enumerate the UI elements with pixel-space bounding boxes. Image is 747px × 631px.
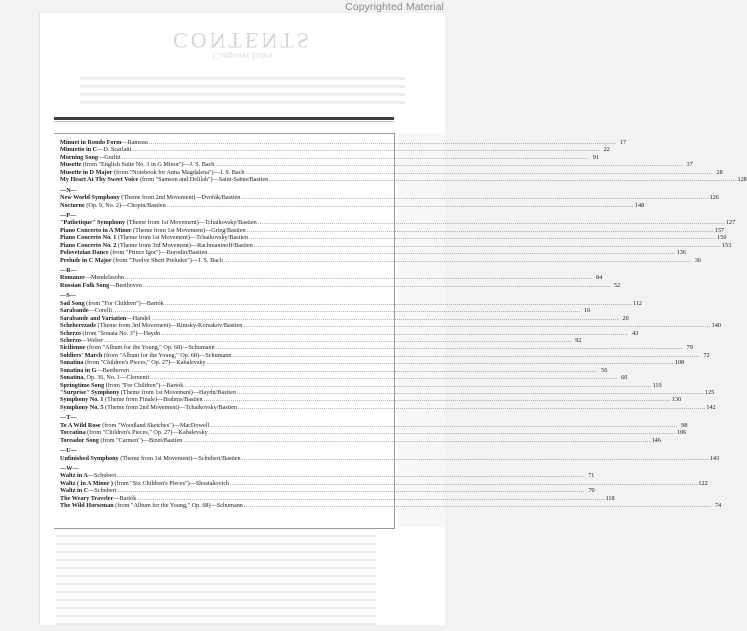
entry-detail: —Beethoven — [109, 281, 142, 289]
page-number: 43 — [632, 329, 639, 337]
toc-entry — [60, 226, 725, 234]
page-number: 91 — [592, 153, 599, 161]
entry-text — [60, 322, 242, 329]
entry-text — [60, 282, 142, 289]
toc-entry — [60, 307, 591, 315]
toc-entry — [60, 299, 643, 307]
entry-title: Sonatina — [60, 359, 84, 367]
entry-text — [60, 169, 244, 176]
entry-detail: (Theme from 2nd Movement)—Dvořák/Bastien — [119, 194, 241, 202]
toc-entry — [60, 472, 595, 480]
entry-detail: (Theme from 1st Movement)—Grieg/Bastien — [131, 226, 246, 234]
entry-text — [60, 146, 132, 153]
entry-title: Sarabande and Variation — [60, 314, 127, 322]
dot-leader — [269, 176, 736, 183]
entry-title: Polovetzian Dance — [60, 249, 109, 257]
toc-entry — [60, 153, 599, 161]
entry-title: Nocturne — [60, 201, 85, 209]
entry-title: To A Wild Rose — [60, 421, 101, 429]
entry-detail: (Theme from 3rd Movement)—Rachmaninoff/Bastien — [116, 241, 253, 249]
dot-leader — [243, 322, 710, 329]
entry-text — [60, 487, 116, 494]
entry-text — [60, 480, 229, 487]
entry-detail: —Corelli — [88, 307, 112, 315]
page-number: 148 — [634, 201, 645, 209]
entry-text — [60, 422, 209, 429]
entry-title: Soldiers' March — [60, 351, 103, 359]
entry-text — [60, 234, 248, 241]
dot-leader — [184, 382, 651, 389]
entry-title: Minuetto in C — [60, 146, 98, 154]
page-number: 150 — [717, 234, 727, 242]
page-number: 98 — [681, 421, 688, 429]
bleed-through-title: CONTENTS — [173, 28, 312, 53]
dot-leader — [215, 161, 682, 168]
entry-detail: (from "Children's Pieces," Op. 27)—Kabalevsky — [85, 429, 208, 437]
dot-leader — [258, 219, 725, 226]
entry-title: Scheherezade — [60, 322, 96, 330]
toc-entry — [60, 396, 682, 404]
dot-leader — [254, 242, 721, 249]
dot-leader — [244, 502, 711, 509]
entry-detail: —Beethoven — [96, 366, 130, 374]
page-number: 118 — [605, 494, 615, 502]
entry-detail: (from "Prince Igor")—Borodin/Bastien — [108, 249, 208, 257]
entry-text — [60, 139, 148, 146]
dot-leader — [122, 154, 589, 161]
page-number: 74 — [714, 502, 722, 510]
dot-leader — [161, 330, 628, 337]
bleed-through-lines — [80, 77, 405, 109]
page-number: 108 — [674, 359, 685, 367]
entry-detail: —Handel — [126, 314, 151, 322]
entry-text — [60, 359, 206, 366]
page-number: 92 — [575, 336, 582, 344]
entry-text — [60, 315, 150, 322]
page-number: 126 — [709, 194, 719, 202]
entry-title: Sonatina in G — [60, 366, 97, 374]
entry-text — [60, 161, 214, 168]
toc-entry — [60, 494, 615, 502]
page-number: 17 — [619, 139, 627, 146]
entry-text — [60, 352, 231, 359]
book-page — [40, 13, 747, 625]
entry-text — [60, 367, 129, 374]
toc-entry — [60, 351, 710, 359]
page-number: 28 — [716, 168, 723, 176]
page-number: 122 — [698, 479, 708, 487]
page-number: 22 — [603, 146, 610, 154]
entry-detail: —Mendelssohn — [84, 274, 124, 282]
entry-title: Waltz in A — [60, 472, 88, 480]
copyright-watermark: Copyrighted Material — [345, 1, 444, 13]
entry-text — [60, 382, 183, 389]
dot-leader — [224, 257, 691, 264]
entry-title: Springtime Song — [60, 381, 105, 389]
entry-title: Symphony No. 5 — [60, 403, 104, 411]
dot-leader — [149, 139, 616, 146]
dot-leader — [151, 315, 618, 322]
page-number: 119 — [652, 381, 662, 389]
bleed-through-subtitle: Composer Index — [212, 51, 273, 61]
dot-leader — [232, 352, 699, 359]
page-number: 143 — [709, 454, 720, 462]
entry-text — [60, 455, 241, 462]
entry-text — [60, 389, 236, 396]
entry-detail: (Theme from 1st Movement)—Schubert/Bastien — [118, 454, 241, 462]
section-letter: —N— — [60, 186, 77, 194]
entry-title: Musette — [60, 161, 82, 169]
page-number: 112 — [632, 299, 643, 307]
entry-title: Waltz in C — [60, 487, 89, 495]
page-number: 72 — [703, 351, 710, 359]
entry-text — [60, 344, 215, 351]
entry-detail: (from "Carmen")—Bizet/Bastien — [98, 436, 183, 444]
entry-title: New World Symphony — [60, 194, 120, 202]
entry-text — [60, 330, 160, 337]
entry-detail: —Rameau — [121, 139, 148, 146]
entry-text — [60, 202, 166, 209]
entry-title: The Weary Traveler — [60, 494, 114, 502]
dot-leader — [117, 472, 584, 479]
dot-leader — [209, 429, 676, 436]
entry-title: Morning Song — [60, 153, 98, 161]
entry-title: Toreador Song — [60, 436, 99, 444]
dot-leader — [230, 480, 697, 487]
page-number: 56 — [601, 366, 608, 374]
entry-detail: (Theme from 2nd Movement)—Tchaikovsky/Bastien — [103, 403, 238, 411]
entry-text — [60, 374, 149, 381]
dot-leader — [207, 359, 674, 366]
entry-text — [60, 429, 208, 436]
page-number: 52 — [613, 281, 621, 289]
toc-entry — [60, 479, 708, 487]
entry-text — [60, 502, 243, 509]
page-number: 127 — [725, 219, 736, 227]
page-number: 70 — [588, 487, 595, 495]
entry-text — [60, 472, 116, 479]
entry-title: Unfinished Symphony — [60, 454, 119, 462]
entry-title: Waltz ( in A Minor ) — [60, 479, 113, 487]
toc-entry — [60, 381, 662, 389]
entry-detail: (from "Woodland Sketches")—MacDowell — [100, 421, 210, 429]
dot-leader — [137, 495, 604, 502]
dot-leader — [216, 344, 683, 351]
toc-entry — [60, 146, 610, 154]
entry-detail: (Theme from 1st Movement)—Haydn/Bastien — [119, 389, 236, 396]
entry-text — [60, 337, 103, 344]
entry-detail: (Op. 9, No. 2)—Chopin/Bastien — [84, 201, 166, 209]
entry-title: Piano Concerto No. 2 — [60, 241, 117, 249]
header-rule — [54, 117, 394, 120]
toc-entry — [60, 314, 629, 322]
page-number: 136 — [676, 249, 686, 257]
entry-title: The Wild Horseman — [60, 502, 114, 510]
entry-text — [60, 274, 124, 281]
dot-leader — [183, 437, 650, 444]
entry-text — [60, 249, 207, 256]
page-number: 71 — [588, 472, 595, 480]
section-letter: —R— — [60, 267, 77, 274]
toc-entry — [60, 219, 736, 227]
entry-text — [60, 257, 223, 264]
entry-detail: (from "For Children")—Bartók — [104, 381, 184, 389]
entry-detail: (from "Notebook for Anna Magdalena")—J. S. Bach — [112, 168, 245, 176]
dot-leader — [165, 300, 632, 307]
entry-detail: (from "Album for the Young," Op. 68)—Schumann — [102, 351, 232, 359]
entry-text — [60, 300, 164, 307]
page-number: 146 — [651, 436, 661, 444]
toc-entry — [60, 436, 661, 444]
entry-detail: (from "Album for the Young," Op. 68)—Schumann — [85, 344, 215, 352]
entry-title: Russian Folk Song — [60, 281, 110, 289]
section-letter: —T— — [60, 414, 77, 422]
entry-detail: (from "Album for the Young," Op. 68)—Schumann — [113, 502, 243, 510]
page-number: 142 — [706, 403, 716, 411]
entry-detail: —Weber — [80, 336, 104, 344]
dot-leader — [143, 282, 610, 289]
section-letter: —S— — [60, 292, 76, 300]
entry-detail: —Gurlitt — [98, 153, 121, 161]
entry-detail: —Schubert — [87, 472, 117, 480]
page-number: 130 — [671, 396, 682, 404]
dot-leader — [247, 227, 714, 234]
section-letter: —W— — [60, 464, 79, 472]
entry-text — [60, 194, 240, 201]
entry-title: Romanze — [60, 274, 85, 282]
toc-entry — [60, 201, 645, 209]
entry-detail: (from "Sonata No. 3")—Haydn — [80, 329, 161, 337]
page-number: 79 — [686, 344, 693, 352]
entry-title: Musette in D Major — [60, 168, 113, 176]
dot-leader — [204, 396, 671, 403]
entry-text — [60, 242, 253, 249]
entry-title: Toccatina — [60, 429, 86, 437]
page-number: 84 — [596, 274, 603, 282]
page-number: 36 — [694, 256, 702, 264]
toc-entry — [60, 241, 732, 249]
dot-leader — [238, 404, 705, 411]
dot-leader — [133, 146, 600, 153]
bleed-through-bottom — [56, 535, 376, 631]
entry-detail: (from "For Children")—Bartók — [84, 299, 164, 307]
toc-entry — [60, 487, 595, 495]
entry-title: Sicilienne — [60, 344, 86, 352]
entry-title: Minuet in Rondo Form — [60, 139, 122, 146]
entry-text — [60, 219, 257, 226]
entry-detail: (Theme from Finale)—Brahms/Bastien — [103, 396, 203, 404]
entry-detail: (from "Samson and Delilah")—Saint-Saëns/Bastien — [138, 176, 269, 184]
contents-list — [60, 139, 747, 510]
toc-entry — [60, 256, 702, 264]
entry-text — [60, 176, 268, 183]
entry-detail: (from "Six Children's Pieces")—Shostakovich — [113, 479, 230, 487]
toc-entry — [60, 403, 716, 411]
toc-entry — [60, 502, 722, 510]
entry-detail: (Theme from 1st Movement)—Tchaikovsky/Bastien — [116, 234, 248, 242]
toc-entry — [60, 274, 603, 282]
toc-entry — [60, 329, 639, 337]
entry-text — [60, 495, 136, 502]
entry-title: Piano Concerto No. 1 — [60, 234, 117, 242]
toc-entry — [60, 359, 685, 367]
page-number: 20 — [622, 314, 629, 322]
toc-entry — [60, 429, 687, 437]
entry-text — [60, 307, 112, 314]
page-number: 125 — [705, 389, 715, 396]
entry-text — [60, 404, 237, 411]
entry-detail: —D. Scarlatti — [97, 146, 132, 154]
section-letter: —U— — [60, 447, 77, 455]
header-rule-thin — [54, 121, 394, 122]
entry-title: Sarabande — [60, 307, 89, 315]
toc-entry — [60, 234, 727, 242]
entry-detail: Op. 36, No. 1—Clementi — [84, 374, 150, 382]
toc-entry — [60, 322, 721, 330]
toc-entry — [60, 389, 715, 396]
entry-detail: (from "Twelve Short Preludes")—J. S. Bach — [111, 256, 223, 264]
toc-entry — [60, 139, 627, 146]
dot-leader — [249, 234, 716, 241]
toc-entry — [60, 176, 747, 184]
entry-text — [60, 227, 246, 234]
entry-text — [60, 154, 121, 161]
entry-detail: —Bartók — [113, 494, 137, 502]
toc-entry — [60, 336, 582, 344]
dot-leader — [242, 455, 709, 462]
page-number: 37 — [686, 161, 693, 169]
page-number: 140 — [711, 322, 721, 330]
dot-leader — [167, 202, 634, 209]
entry-title: My Heart At Thy Sweet Voice — [60, 176, 139, 184]
toc-entry — [60, 344, 693, 352]
page-number: 157 — [714, 226, 725, 234]
toc-entry — [60, 454, 720, 462]
entry-title: "Pathetique" Symphony — [60, 219, 126, 227]
toc-entry — [60, 249, 686, 257]
entry-title: Piano Concerto in A Minor — [60, 226, 132, 234]
page-number: 128 — [737, 176, 747, 184]
entry-title: Symphony No. 1 — [60, 396, 104, 404]
dot-leader — [125, 274, 592, 281]
toc-entry — [60, 366, 608, 374]
page-number: 16 — [583, 307, 591, 315]
dot-leader — [113, 307, 580, 314]
toc-entry — [60, 194, 719, 202]
dot-leader — [150, 374, 617, 381]
page-number: 106 — [676, 429, 687, 437]
entry-title: Sonatina, — [60, 374, 85, 382]
toc-entry — [60, 421, 688, 429]
entry-title: Scherzo — [60, 336, 81, 344]
dot-leader — [241, 194, 708, 201]
dot-leader — [130, 367, 597, 374]
toc-entry — [60, 161, 693, 169]
toc-entry — [60, 168, 723, 176]
entry-detail: (from "English Suite No. 3 in G Minor")—J. S. Bach — [81, 161, 215, 169]
entry-text — [60, 396, 203, 403]
page-number: 60 — [621, 374, 628, 382]
dot-leader — [117, 487, 584, 494]
entry-title: "Surprise" Symphony — [60, 389, 120, 396]
page-number: 153 — [721, 241, 732, 249]
dot-leader — [104, 337, 571, 344]
section-letter: —P— — [60, 211, 77, 219]
dot-leader — [208, 249, 675, 256]
toc-entry — [60, 281, 621, 289]
toc-entry — [60, 374, 628, 382]
entry-title: Sad Song — [60, 299, 85, 307]
entry-detail: —Schubert — [88, 487, 117, 495]
dot-leader — [245, 169, 712, 176]
entry-text — [60, 437, 182, 444]
entry-detail: (from "Children's Pieces," Op. 27)—Kabalevsky — [83, 359, 206, 367]
entry-title: Prelude in C Major — [60, 256, 112, 264]
entry-detail: (Theme from 1st Movement)—Tchaikovsky/Bastien — [125, 219, 257, 227]
entry-detail: (Theme from 3rd Movement)—Rimsky-Korsakov/Bastien — [95, 322, 243, 330]
entry-title: Scherzo — [60, 329, 81, 337]
dot-leader — [210, 422, 677, 429]
dot-leader — [237, 389, 704, 396]
